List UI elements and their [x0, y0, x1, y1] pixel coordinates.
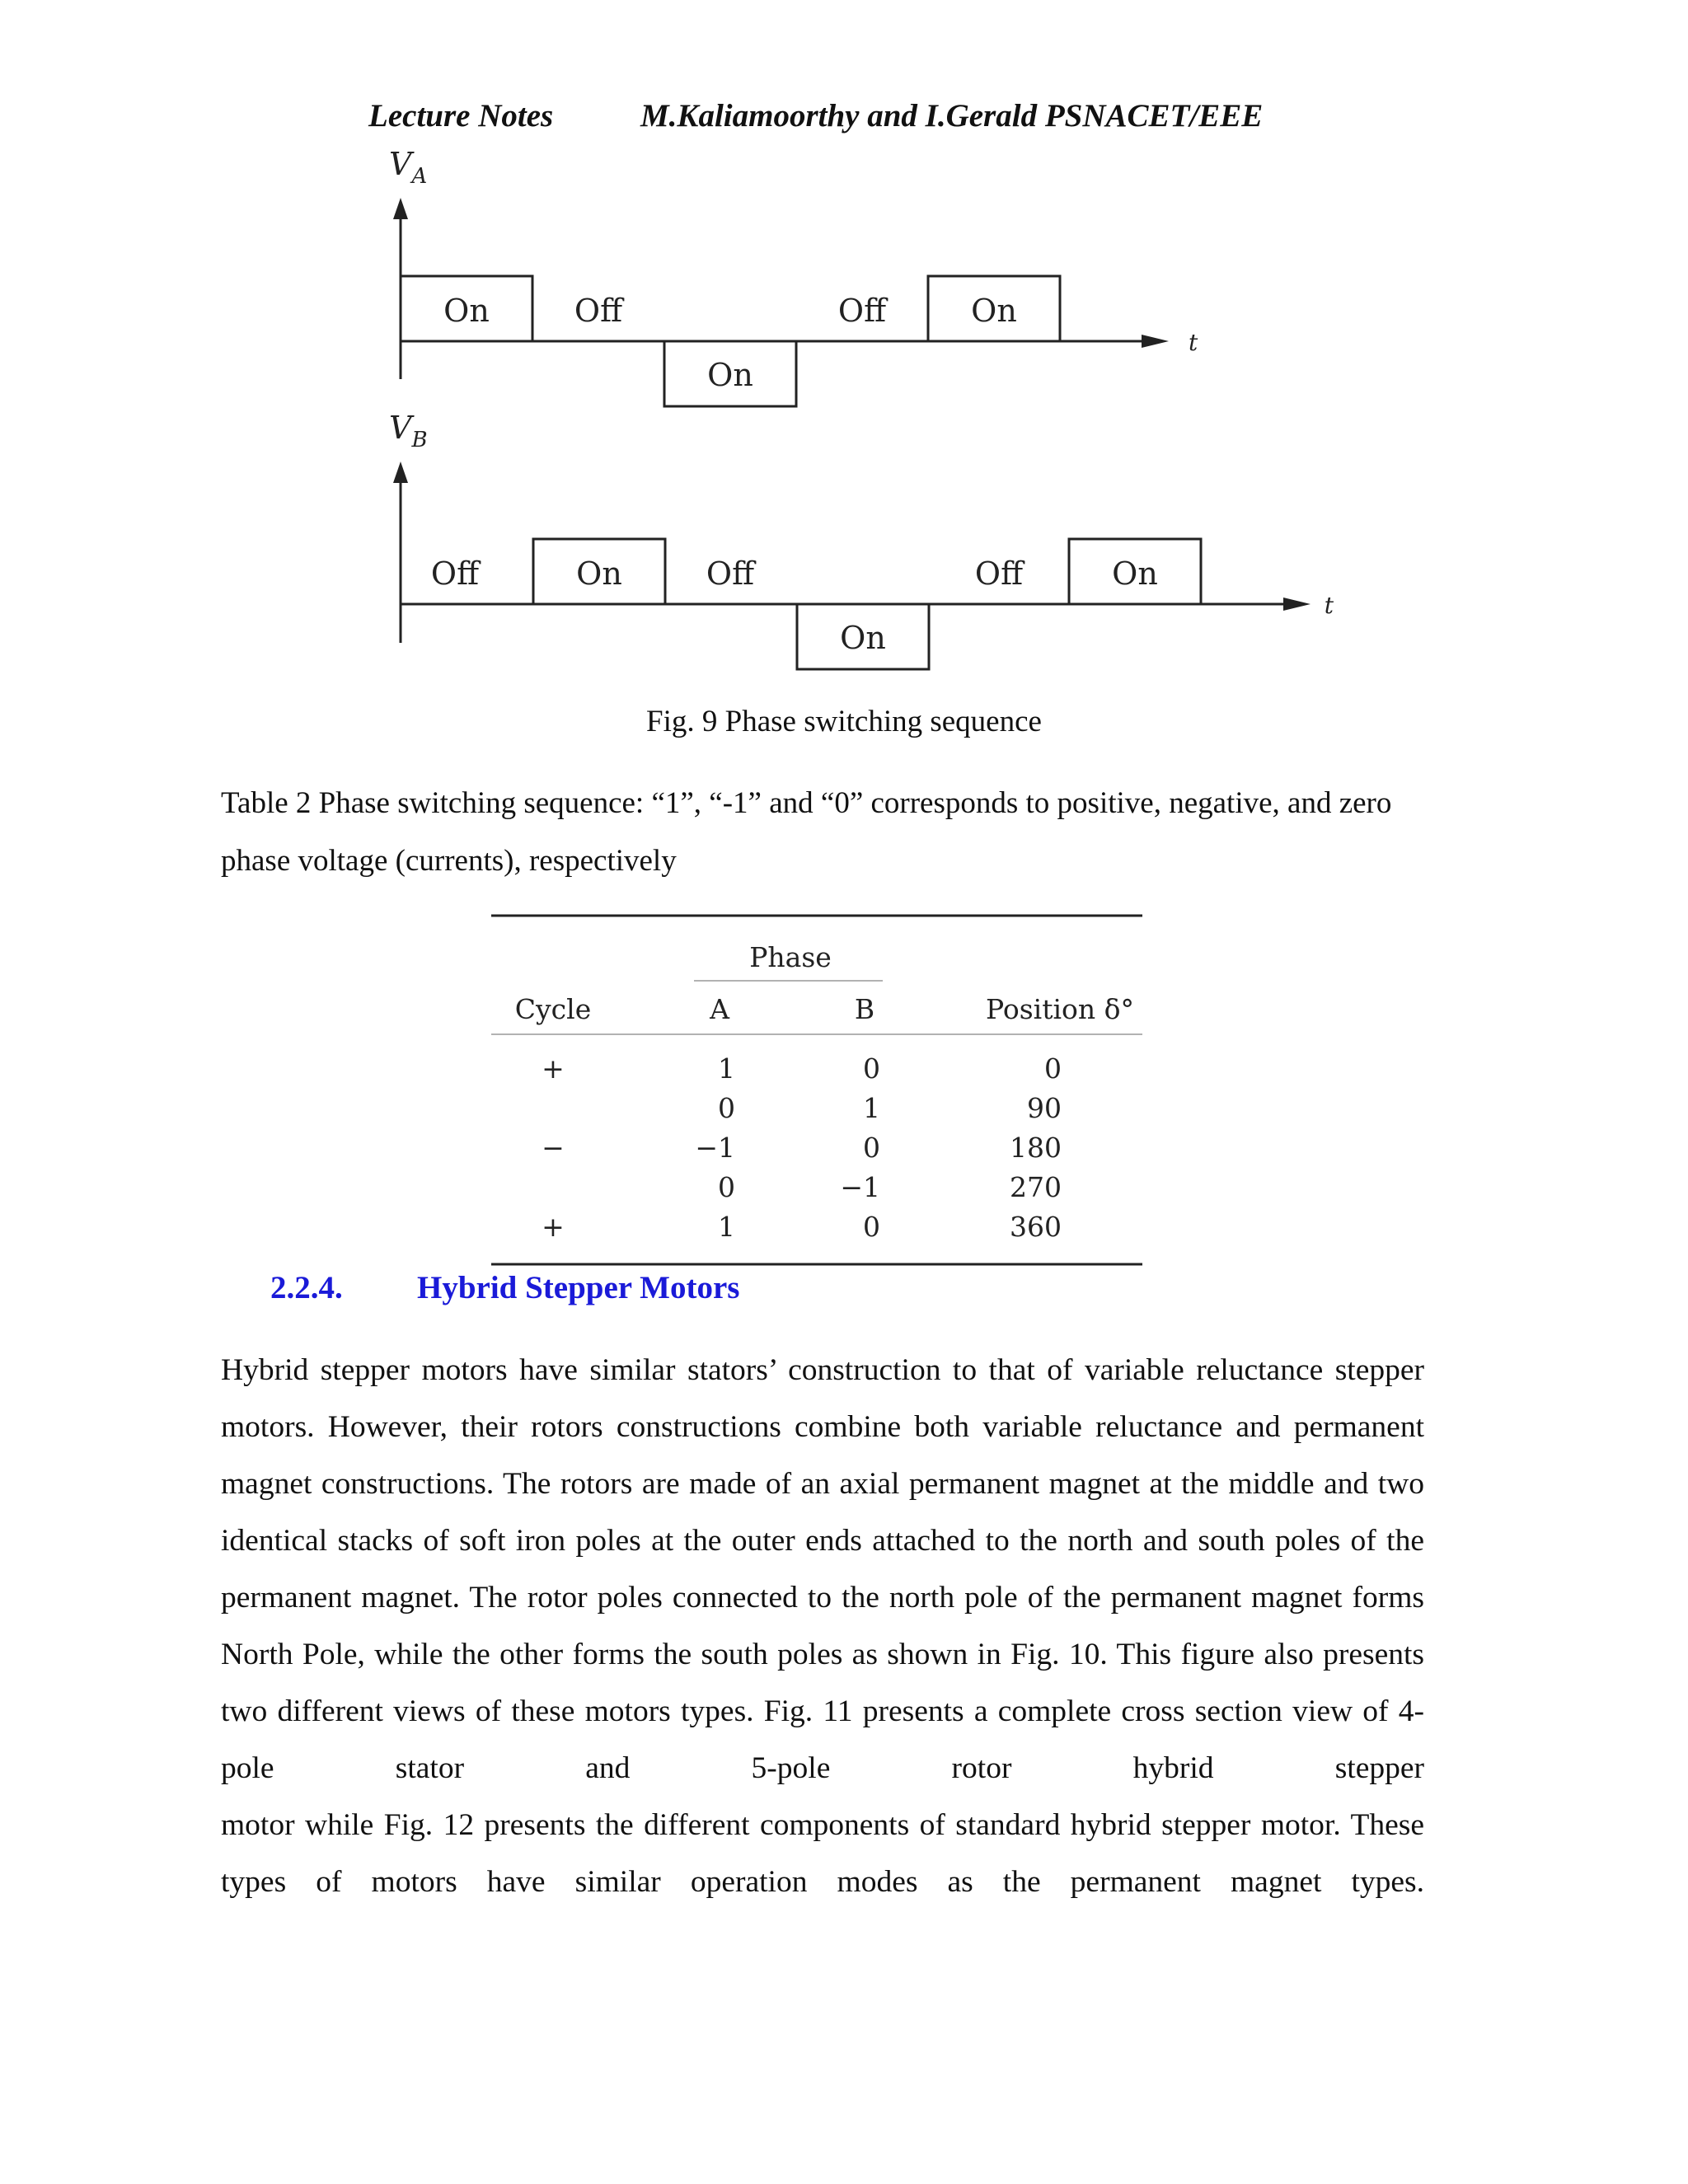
cell: 0	[718, 1092, 735, 1124]
cell: 1	[718, 1052, 735, 1085]
va-segment-4: Off	[837, 293, 887, 329]
vb-segment-3: Off	[706, 555, 755, 592]
cell: 180	[1010, 1132, 1062, 1164]
vb-segment-6: On	[1112, 555, 1158, 592]
table-caption: Table 2 Phase switching sequence: “1”, “-1” and “0” corresponds to positive, negative, and zero phase voltage (currents), respectively	[221, 786, 1392, 878]
col-header-position: Position δ°	[985, 993, 1135, 1025]
cell: 0	[718, 1171, 735, 1203]
phase-switching-figure	[354, 148, 1343, 676]
cell: 1	[863, 1092, 880, 1124]
phase-group-header: Phase	[749, 941, 832, 973]
header-right: M.Kaliamoorthy and I.Gerald PSNACET/EEE	[640, 98, 1264, 134]
cell: 0	[863, 1052, 880, 1085]
vb-t-label: t	[1324, 592, 1334, 619]
cell: 270	[1010, 1171, 1062, 1203]
table-row	[542, 1211, 1062, 1243]
phase-table	[491, 913, 1142, 1268]
section-number: 2.2.4.	[270, 1270, 343, 1305]
cell: 360	[1010, 1211, 1062, 1243]
cell: 1	[718, 1211, 735, 1243]
section-title: Hybrid Stepper Motors	[417, 1270, 740, 1305]
table-row	[718, 1171, 1062, 1203]
cell: −1	[840, 1171, 880, 1203]
table-row	[542, 1052, 1062, 1085]
va-time-arrowhead	[1142, 335, 1169, 348]
col-header-cycle: Cycle	[514, 993, 592, 1025]
vb-segment-4: On	[840, 620, 886, 656]
cell: +	[542, 1211, 565, 1243]
va-segment-3: On	[707, 357, 753, 393]
cell: +	[542, 1052, 565, 1085]
cell: 0	[863, 1211, 880, 1243]
header-left: Lecture Notes	[368, 98, 554, 134]
vb-axis-arrowhead	[393, 462, 408, 483]
figure-caption: Fig. 9 Phase switching sequence	[646, 705, 1042, 738]
body-paragraph-2: motor while Fig. 12 presents the different components of standard hybrid stepper motor. These types of motors have similar operation modes as the permanent magnet types.	[221, 1808, 1424, 1899]
vb-segment-2: On	[576, 555, 622, 592]
va-t-label: t	[1189, 329, 1198, 356]
va-axis-arrowhead	[393, 198, 408, 219]
body-paragraph-1: Hybrid stepper motors have similar stators’ construction to that of variable reluctance stepper motors. However, their rotors constructions combine both variable reluctance and permanent magnet constructions. The rotors are made of an axial permanent magnet at the middle and two identical stacks of soft iron poles at the outer ends attached to the north and south poles of the permanent magnet. The rotor poles connected to the north pole of the permanent magnet forms North Pole, while the other forms the south poles as shown in Fig. 10. This figure also presents two different views of these motors types. Fig. 11 presents a complete cross section view of 4-pole stator and 5-pole rotor hybrid stepper	[221, 1353, 1424, 1785]
cell: 0	[863, 1132, 880, 1164]
va-segment-2: Off	[574, 293, 623, 329]
body-text	[221, 1342, 1424, 1910]
section-heading	[0, 1269, 1688, 1319]
cell: 90	[1027, 1092, 1062, 1124]
vb-time-arrowhead	[1283, 598, 1311, 611]
col-header-a: A	[710, 993, 729, 1025]
vb-axis-label: $V_B$	[389, 410, 428, 452]
cell: 0	[1044, 1052, 1062, 1085]
vb-segment-5: Off	[974, 555, 1024, 592]
va-segment-1: On	[443, 293, 490, 329]
page-header	[0, 97, 1688, 138]
vb-segment-1: Off	[430, 555, 480, 592]
table-row	[718, 1092, 1062, 1124]
table-row	[542, 1132, 1062, 1164]
cell: −1	[695, 1132, 735, 1164]
va-segment-5: On	[971, 293, 1017, 329]
cell: −	[542, 1132, 565, 1164]
va-axis-label: $V_A$	[389, 148, 428, 189]
col-header-b: B	[854, 993, 875, 1025]
